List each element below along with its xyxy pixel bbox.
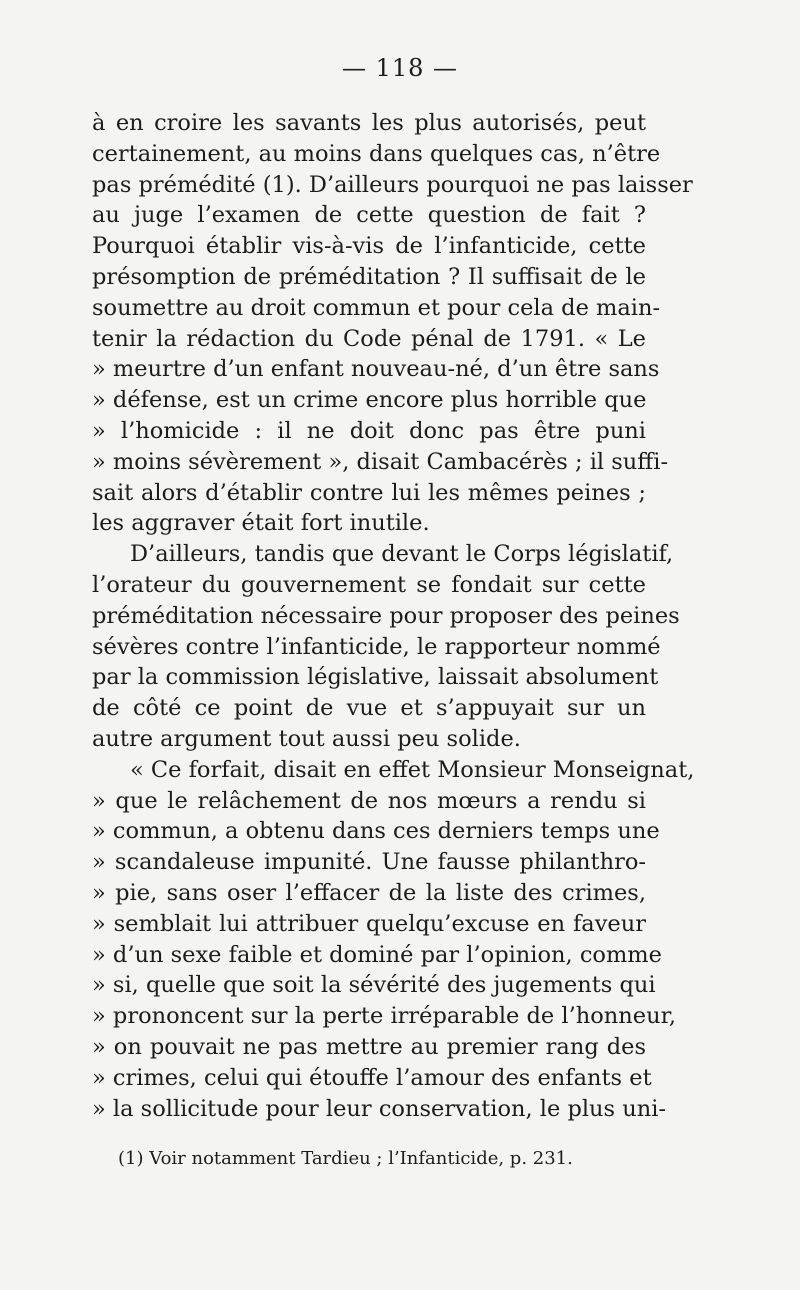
text-line: » la sollicitude pour leur conservation, le plus uni- — [92, 1095, 667, 1122]
text-line: » prononcent sur la perte irréparable de l’honneur, — [92, 1003, 677, 1030]
text-line: l’orateur du gouvernement se fondait sur cette — [92, 571, 646, 598]
text-line: Pourquoi établir vis-à-vis de l’infanticide, cette — [92, 233, 646, 260]
page-number: — 118 — — [341, 54, 459, 82]
text-line: les aggraver était fort inutile. — [92, 510, 430, 537]
text-line: préméditation nécessaire pour proposer des peines — [92, 602, 680, 629]
text-line: » commun, a obtenu dans ces derniers temps une — [92, 818, 660, 845]
footnote: (1) Voir notamment Tardieu ; l’Infanticide, p. 231. — [118, 1148, 573, 1169]
text-line: » que le relâchement de nos mœurs a rendu si — [92, 787, 646, 814]
text-line: tenir la rédaction du Code pénal de 1791. « Le — [92, 325, 646, 352]
text-line: soumettre au droit commun et pour cela de main- — [92, 294, 661, 321]
text-line: » pie, sans oser l’effacer de la liste des crimes, — [92, 879, 646, 906]
text-line: » crimes, celui qui étouffe l’amour des enfants et — [92, 1064, 652, 1091]
text-line: autre argument tout aussi peu solide. — [92, 725, 521, 752]
text-line: » l’homicide : il ne doit donc pas être puni — [92, 417, 646, 444]
text-line: à en croire les savants les plus autorisés, peut — [92, 110, 646, 136]
text-line: » défense, est un crime encore plus horrible que — [92, 387, 647, 414]
text-line: sévères contre l’infanticide, le rapporteur nommé — [92, 633, 661, 660]
text-line: présomption de préméditation ? Il suffisait de le — [92, 263, 646, 290]
text-line: » d’un sexe faible et dominé par l’opinion, comme — [92, 941, 662, 968]
body-text — [92, 108, 695, 1124]
text-line: certainement, au moins dans quelques cas, n’être — [92, 140, 661, 167]
text-line: D’ailleurs, tandis que devant le Corps législatif, — [130, 541, 674, 568]
text-line: » scandaleuse impunité. Une fausse philanthro- — [92, 849, 646, 876]
text-line: au juge l’examen de cette question de fait ? — [92, 202, 646, 229]
text-line: » semblait lui attribuer quelqu’excuse en faveur — [92, 910, 646, 937]
text-line: sait alors d’établir contre lui les mêmes peines ; — [92, 479, 646, 506]
text-line: » on pouvait ne pas mettre au premier rang des — [92, 1033, 646, 1060]
text-line: par la commission législative, laissait absolument — [92, 664, 659, 691]
text-line: » meurtre d’un enfant nouveau-né, d’un être sans — [92, 356, 660, 383]
text-line: « Ce forfait, disait en effet Monsieur Monseignat, — [130, 756, 695, 783]
text-line: pas prémédité (1). D’ailleurs pourquoi ne pas laisser — [92, 171, 693, 198]
text-line: de côté ce point de vue et s’appuyait sur un — [92, 695, 646, 722]
text-line: » si, quelle que soit la sévérité des jugements qui — [92, 972, 656, 999]
text-line: » moins sévèrement », disait Cambacérès ; il suffi- — [92, 448, 669, 475]
